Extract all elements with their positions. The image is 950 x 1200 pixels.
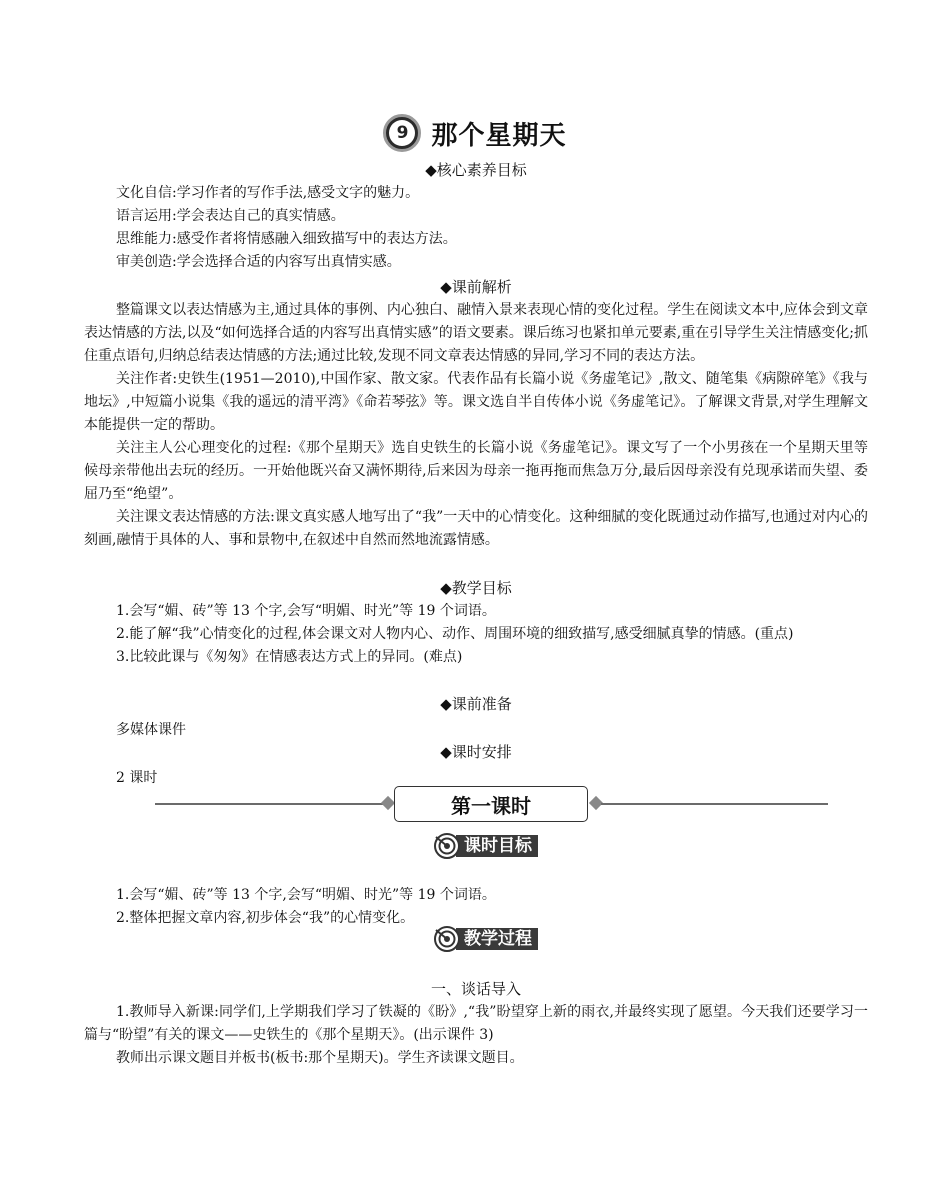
- core-goal-item: 语言运用:学会表达自己的真实情感。: [116, 208, 345, 224]
- schedule-heading: ◆课时安排: [440, 743, 512, 761]
- period-goals-list: [84, 884, 868, 930]
- analysis-paragraph: 整篇课文以表达情感为主,通过具体的事例、内心独白、融情入景来表现心情的变化过程。学生在阅读文本中,应体会到文章表达情感的方法,以及“如何选择合适的内容写出真情实感”的语文要素。课后练习也紧扣单元要素,重在引导学生关注情感变化;抓住重点语句,归纳总结表达情感的方法;通过比较,发现不同文章表达情感的异同,学习不同的表达方法。: [84, 302, 868, 364]
- prep-text: 多媒体课件: [116, 722, 186, 738]
- lesson-number-badge: [383, 114, 421, 152]
- teaching-goal-item: 3.比较此课与《匆匆》在情感表达方式上的异同。(难点): [116, 649, 463, 665]
- analysis-paragraph: 关注课文表达情感的方法:课文真实感人地写出了“我”一天中的心情变化。这种细腻的变化既通过动作描写,也通过对内心的刻画,融情于具体的人、事和景物中,在叙述中自然而然地流露情感。: [84, 509, 868, 548]
- teaching-goals-section: [84, 576, 868, 669]
- analysis-paragraph: 关注作者:史铁生(1951—2010),中国作家、散文家。代表作品有长篇小说《务虚笔记》,散文、随笔集《病隙碎笔》《我与地坛》,中短篇小说集《我的遥远的清平湾》《命若琴弦》等。课文选自半自传体小说《务虚笔记》。了解课文背景,对学生理解文本能提供一定的帮助。: [84, 371, 868, 433]
- period-goal-item: 2.整体把握文章内容,初步体会“我”的心情变化。: [116, 910, 415, 926]
- core-goal-item: 审美创造:学会选择合适的内容写出真情实感。: [116, 254, 401, 270]
- lesson-number: 9: [389, 120, 415, 146]
- step1-paragraph: 教师出示课文题目并板书(板书:那个星期天)。学生齐读课文题目。: [116, 1050, 524, 1066]
- schedule-text: 2 课时: [116, 770, 158, 786]
- prep-heading: ◆课前准备: [440, 695, 512, 713]
- teaching-goal-item: 1.会写“媚、砖”等 13 个字,会写“明媚、时光”等 19 个词语。: [116, 603, 496, 619]
- core-goal-item: 文化自信:学习作者的写作手法,感受文字的魅力。: [116, 185, 420, 201]
- step1-paragraph: 1.教师导入新课:同学们,上学期我们学习了铁凝的《盼》,“我”盼望穿上新的雨衣,并最终实现了愿望。今天我们还要学习一篇与“盼望”有关的课文——史铁生的《那个星期天》。(出示课件 3): [84, 1004, 868, 1043]
- period-goals-label: 课时目标: [456, 835, 538, 857]
- step1-section: [84, 977, 868, 1070]
- prep-section: [84, 692, 868, 742]
- target-icon: [434, 926, 460, 952]
- analysis-heading: ◆课前解析: [440, 278, 512, 296]
- period-goal-item: 1.会写“媚、砖”等 13 个字,会写“明媚、时光”等 19 个词语。: [116, 887, 496, 903]
- lesson-title: [0, 114, 950, 158]
- core-goals-heading: ◆核心素养目标: [425, 161, 527, 179]
- lesson-divider: [155, 786, 828, 822]
- core-goal-item: 思维能力:感受作者将情感融入细致描写中的表达方法。: [116, 231, 457, 247]
- lesson-period-label: 第一课时: [394, 786, 588, 822]
- analysis-section: [84, 275, 868, 552]
- teaching-goals-heading: ◆教学目标: [440, 579, 512, 597]
- target-icon: [434, 833, 460, 859]
- step1-heading: 一、谈话导入: [430, 980, 521, 998]
- title-text: 那个星期天: [431, 120, 567, 151]
- divider-line-left: [155, 803, 383, 805]
- core-goals-section: [84, 158, 868, 274]
- teaching-process-tag: [434, 926, 538, 952]
- analysis-paragraph: 关注主人公心理变化的过程:《那个星期天》选自史铁生的长篇小说《务虚笔记》。课文写了一个小男孩在一个星期天里等候母亲带他出去玩的经历。一开始他既兴奋又满怀期待,后来因为母亲一拖再拖而焦急万分,最后因母亲没有兑现承诺而失望、委屈乃至“绝望”。: [84, 440, 868, 502]
- divider-line-right: [601, 803, 828, 805]
- divider-diamond-left: [381, 796, 395, 810]
- teaching-process-label: 教学过程: [456, 928, 538, 950]
- schedule-section: [84, 740, 868, 790]
- period-goals-tag: [434, 833, 538, 859]
- teaching-goal-item: 2.能了解“我”心情变化的过程,体会课文对人物内心、动作、周围环境的细致描写,感受细腻真挚的情感。(重点): [116, 626, 794, 642]
